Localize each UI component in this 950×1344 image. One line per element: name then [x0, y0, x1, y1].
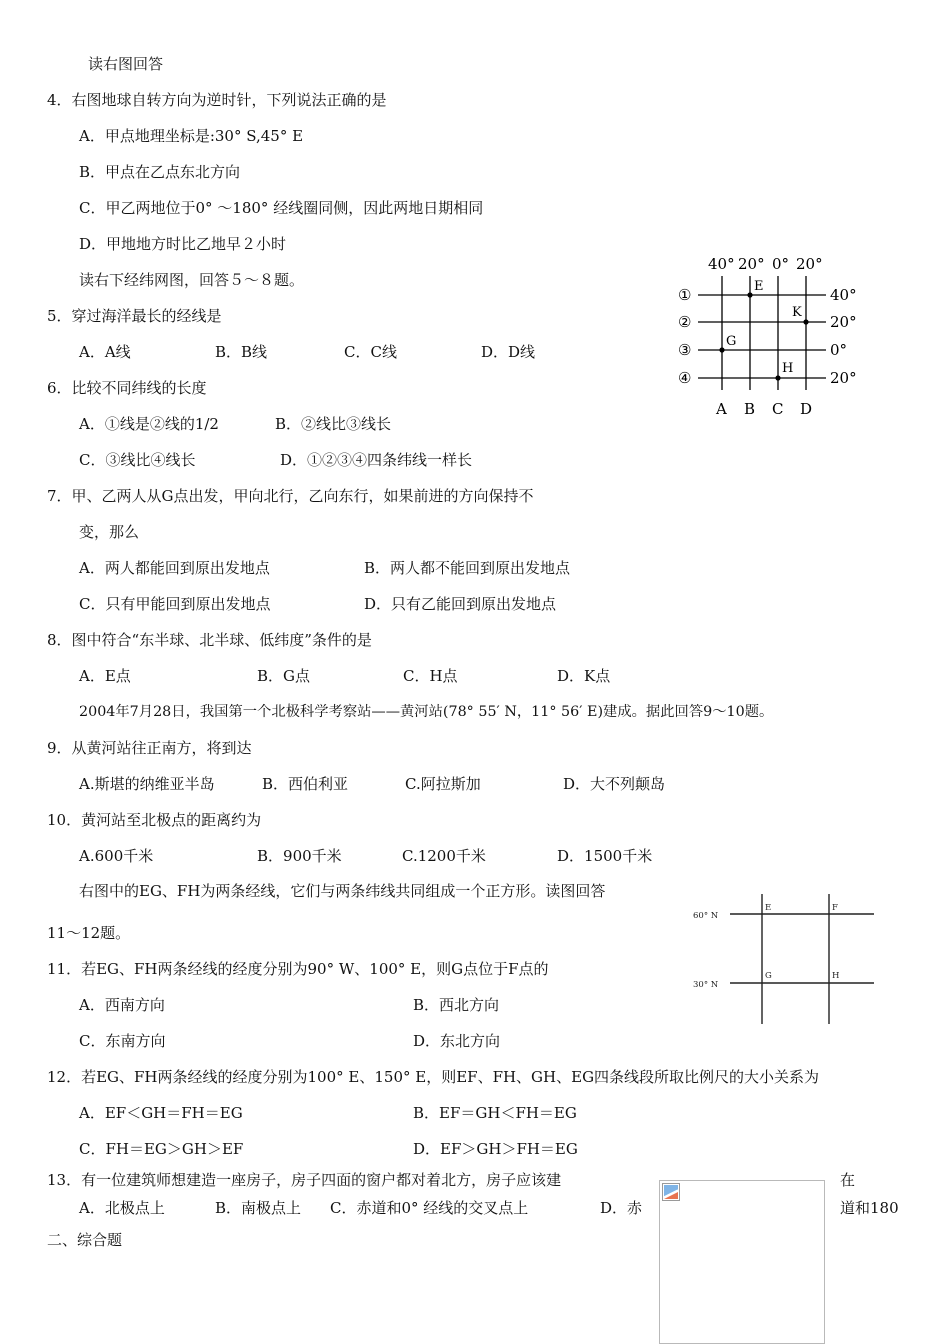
q8-option-c: C．H点 [403, 667, 458, 685]
question-7: 7．甲、乙两人从G点出发，甲向北行，乙向东行，如果前进的方向保持不 [47, 487, 534, 505]
point-g-label: G [726, 334, 737, 349]
q5-option-d: D．D线 [481, 343, 536, 361]
lat-long-grid-figure [672, 250, 862, 420]
q10-option-b: B．900千米 [257, 847, 342, 865]
instruction-11-12-cont: 11～12题。 [47, 924, 131, 942]
right-label-20-north: 20° [830, 313, 857, 331]
q6-option-c: C．③线比④线长 [79, 451, 196, 469]
broken-image-icon [662, 1183, 680, 1201]
q11-option-a: A．西南方向 [79, 996, 165, 1014]
q12-option-c: C．FH＝EG＞GH＞EF [79, 1140, 244, 1158]
broken-image-placeholder [659, 1180, 825, 1344]
q13-option-c: C．赤道和0° 经线的交叉点上 [330, 1199, 529, 1217]
question-7-cont: 变，那么 [79, 523, 140, 541]
intro-text: 读右图回答 [88, 55, 164, 73]
instruction-5-8: 读右下经纬网图，回答５～８题。 [79, 271, 305, 289]
row-label-1: ① [678, 286, 692, 304]
q4-option-d: D．甲地地方时比乙地早２小时 [79, 235, 287, 253]
col-label-a: A [716, 400, 727, 418]
question-10: 10．黄河站至北极点的距离约为 [47, 811, 262, 829]
row-label-4: ④ [678, 369, 692, 387]
q13-option-a: A．北极点上 [79, 1199, 165, 1217]
question-13: 13．有一位建筑师想建造一座房子，房子四面的窗户都对着北方，房子应该建 [47, 1171, 562, 1189]
point-k-label: K [792, 305, 802, 320]
top-label-20-west: 20° [738, 255, 765, 273]
instruction-11-12: 右图中的EG、FH为两条经线，它们与两条纬线共同组成一个正方形。读图回答 [79, 882, 606, 900]
q4-option-c: C．甲乙两地位于0° ～180° 经线圈同侧，因此两地日期相同 [79, 199, 484, 217]
top-label-0: 0° [772, 255, 790, 273]
q7-option-b: B．两人都不能回到原出发地点 [364, 559, 571, 577]
q8-option-b: B．G点 [257, 667, 311, 685]
point-k-dot [803, 319, 808, 324]
square-point-e: E [765, 903, 772, 913]
point-e-label: E [754, 279, 764, 294]
q6-option-b: B．②线比③线长 [275, 415, 392, 433]
point-h-dot [775, 375, 780, 380]
top-label-40: 40° [708, 255, 735, 273]
question-8: 8．图中符合“东半球、北半球、低纬度”条件的是 [47, 631, 372, 649]
q11-option-d: D．东北方向 [413, 1032, 501, 1050]
q6-option-a: A．①线是②线的1/2 [79, 415, 219, 433]
q13-option-d: D．赤 [600, 1199, 643, 1217]
q9-option-a: A.斯堪的纳维亚半岛 [79, 775, 215, 793]
q7-option-d: D．只有乙能回到原出发地点 [364, 595, 557, 613]
col-label-c: C [772, 400, 784, 418]
q4-option-a: A．甲点地理坐标是:30° S,45° E [79, 127, 304, 145]
q12-option-a: A．EF＜GH＝FH＝EG [79, 1104, 243, 1122]
section-heading: 二、综合题 [47, 1231, 123, 1249]
point-e-dot [747, 292, 752, 297]
q8-option-d: D．K点 [557, 667, 611, 685]
q4-option-b: B．甲点在乙点东北方向 [79, 163, 241, 181]
col-label-d: D [800, 400, 813, 418]
question-5: 5．穿过海洋最长的经线是 [47, 307, 222, 325]
q11-option-c: C．东南方向 [79, 1032, 166, 1050]
question-9: 9．从黄河站往正南方，将到达 [47, 739, 252, 757]
q11-option-b: B．西北方向 [413, 996, 500, 1014]
top-label-20-east: 20° [796, 255, 823, 273]
q7-option-c: C．只有甲能回到原出发地点 [79, 595, 271, 613]
q8-option-a: A．E点 [79, 667, 131, 685]
q13-option-d-tail: 道和180 [840, 1199, 899, 1217]
q12-option-d: D．EF＞GH＞FH＝EG [413, 1140, 578, 1158]
q5-option-c: C．C线 [344, 343, 397, 361]
q9-option-d: D．大不列颠岛 [563, 775, 666, 793]
row-label-3: ③ [678, 341, 692, 359]
q13-option-b: B．南极点上 [215, 1199, 302, 1217]
right-label-20-south: 20° [830, 369, 857, 387]
q10-option-c: C.1200千米 [402, 847, 486, 865]
q10-option-d: D．1500千米 [557, 847, 653, 865]
question-13-tail: 在 [840, 1171, 856, 1189]
meridian-square-figure [690, 890, 882, 1028]
right-label-40: 40° [830, 286, 857, 304]
square-point-g: G [765, 971, 772, 981]
q10-option-a: A.600千米 [79, 847, 154, 865]
q9-option-c: C.阿拉斯加 [405, 775, 481, 793]
question-6: 6．比较不同纬线的长度 [47, 379, 207, 397]
right-label-0: 0° [830, 341, 848, 359]
lat-label-30n: 30° N [693, 980, 719, 990]
q5-option-b: B．B线 [215, 343, 268, 361]
row-label-2: ② [678, 313, 692, 331]
question-4: 4．右图地球自转方向为逆时针，下列说法正确的是 [47, 91, 387, 109]
q5-option-a: A．A线 [79, 343, 131, 361]
point-g-dot [719, 347, 724, 352]
q7-option-a: A．两人都能回到原出发地点 [79, 559, 270, 577]
question-12: 12．若EG、FH两条经线的经度分别为100° E、150° E，则EF、FH、GH、EG四条线段所取比例尺的大小关系为 [47, 1068, 820, 1086]
lat-label-60n: 60° N [693, 911, 719, 921]
passage-9-10: 2004年7月28日，我国第一个北极科学考察站——黄河站(78° 55′ N，11° 56′ E)建成。据此回答9～10题。 [79, 704, 774, 720]
question-11: 11．若EG、FH两条经线的经度分别为90° W、100° E，则G点位于F点的 [47, 960, 549, 978]
square-point-h: H [832, 971, 840, 981]
q9-option-b: B．西伯利亚 [262, 775, 349, 793]
point-h-label: H [782, 361, 794, 376]
q6-option-d: D．①②③④四条纬线一样长 [280, 451, 473, 469]
col-label-b: B [744, 400, 756, 418]
q12-option-b: B．EF＝GH＜FH＝EG [413, 1104, 577, 1122]
square-point-f: F [832, 903, 838, 913]
